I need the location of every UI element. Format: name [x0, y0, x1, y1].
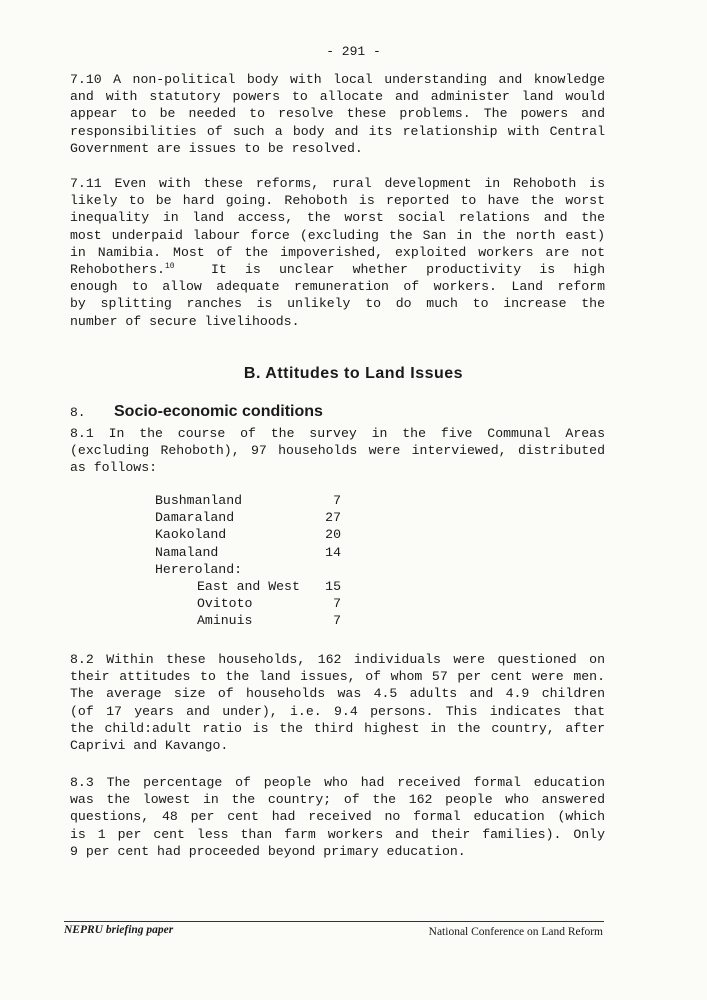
text-line: was the lowest in the country; of the 162 people who answered — [70, 792, 605, 808]
household-count: 7 — [333, 596, 341, 612]
paragraph-7-11 — [70, 175, 605, 330]
household-count: 20 — [325, 527, 341, 543]
text-line: and with statutory powers to allocate and administer land would — [70, 89, 605, 105]
footer-divider — [64, 921, 604, 922]
household-count: 7 — [333, 493, 341, 508]
text-line: inequality in land access, the worst social relations and the — [70, 210, 605, 226]
text-line: The average size of households was 4.5 adults and 4.9 children — [70, 686, 605, 702]
text-segment: Rehobothers. — [70, 262, 165, 278]
text-line: enough to allow adequate remuneration of workers. Land reform — [70, 279, 605, 295]
paragraph-7-10 — [70, 71, 605, 157]
subsection-number: 8. — [70, 405, 86, 420]
footer-conference: National Conference on Land Reform — [428, 926, 603, 938]
paragraph-8-1 — [70, 425, 605, 477]
household-count: 7 — [333, 613, 341, 629]
text-line: appear to be needed to resolve these problems. The powers and — [70, 106, 605, 122]
section-heading: B. Attitudes to Land Issues — [243, 365, 464, 382]
text-line: 8.3 The percentage of people who had received formal education — [70, 775, 605, 790]
household-count: 14 — [325, 544, 341, 560]
area-name: Hereroland: — [155, 561, 243, 577]
text-line: in Namibia. Most of the impoverished, exploited workers are not — [70, 244, 605, 260]
subsection-heading — [70, 403, 323, 421]
text-line: 7.10 A non-political body with local understanding and knowledge — [70, 72, 605, 87]
text-line: by splitting ranches is unlikely to do much to increase the — [70, 296, 605, 312]
text-line: questions, 48 per cent had received no formal education (which — [70, 809, 605, 825]
text-line: 8.2 Within these households, 162 individuals were questioned on — [70, 652, 605, 667]
area-name: Aminuis — [197, 613, 253, 629]
area-name: Namaland — [155, 544, 219, 560]
paragraph-8-2 — [70, 651, 605, 754]
text-line: Government are issues to be resolved. — [70, 140, 363, 156]
text-line: 9 per cent had proceeded beyond primary education. — [70, 843, 466, 859]
area-name: East and West — [197, 578, 300, 594]
text-line: (excluding Rehoboth), 97 households were interviewed, distributed — [70, 443, 605, 459]
text-segment: It is unclear whether productivity is high — [174, 262, 605, 278]
text-line: their attitudes to the land issues, of whom 57 per cent were men. — [70, 669, 605, 685]
household-count: 27 — [325, 510, 341, 526]
footnote-marker: 10 — [164, 262, 175, 272]
area-name: Kaokoland — [155, 527, 227, 543]
text-line: 7.11 Even with these reforms, rural development in Rehoboth is — [70, 176, 605, 191]
household-count: 15 — [325, 578, 341, 594]
text-line: most underpaid labour force (excluding the San in the north east) — [70, 227, 605, 243]
area-name: Damaraland — [155, 510, 235, 526]
text-line: is 1 per cent less than farm workers and their families). Only — [70, 826, 605, 842]
text-line: likely to be hard going. Rehoboth is reported to have the worst — [70, 193, 605, 209]
footer-publication: NEPRU briefing paper — [64, 924, 174, 936]
text-line: as follows: — [70, 460, 158, 476]
text-line: 8.1 In the course of the survey in the five Communal Areas — [70, 426, 605, 441]
paragraph-8-3 — [70, 774, 605, 860]
subsection-title: Socio-economic conditions — [114, 403, 323, 420]
text-line — [70, 261, 605, 278]
text-line: responsibilities of such a body and its relationship with Central — [70, 123, 605, 139]
area-name: Ovitoto — [197, 596, 253, 612]
page-number: - 291 - — [326, 44, 381, 59]
text-line: (of 17 years and under), i.e. 9.4 persons. This indicates that — [70, 703, 605, 719]
text-line: the child:adult ratio is the third highest in the country, after — [70, 720, 605, 736]
area-name: Bushmanland — [155, 493, 243, 508]
text-line: Caprivi and Kavango. — [70, 738, 229, 754]
text-line: number of secure livelihoods. — [70, 313, 300, 329]
